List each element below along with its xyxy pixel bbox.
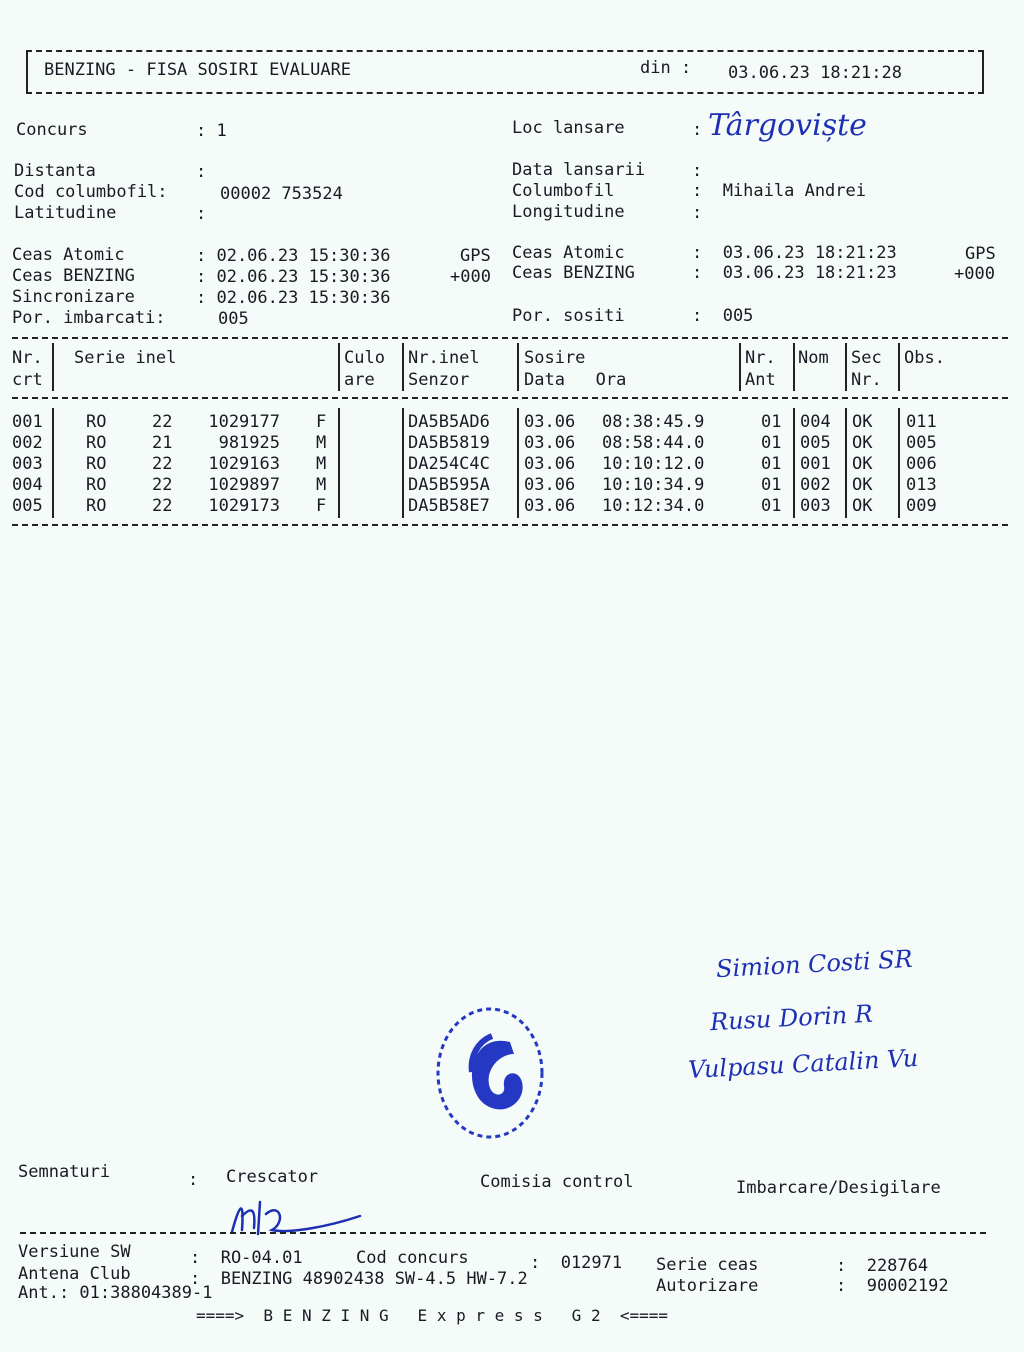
row-senzor: DA5B58E7 <box>408 496 490 516</box>
th-culo-2: are <box>344 370 375 390</box>
row-nr: 004 <box>12 475 43 495</box>
row-nom: 004 <box>800 412 831 432</box>
handwritten-name-2: Rusu Dorin R <box>709 999 874 1037</box>
loc-lansare-colon: : <box>692 120 703 140</box>
serie-ceas-value: : 228764 <box>836 1256 929 1276</box>
th-sosire-2: Data Ora <box>524 370 627 390</box>
table-top-rule <box>12 337 1008 339</box>
row-date: 03.06 <box>524 475 576 495</box>
footer-rule <box>20 1232 986 1234</box>
col-sep <box>739 343 741 391</box>
th-serie: Serie inel <box>74 348 177 368</box>
row-date: 03.06 <box>524 454 576 474</box>
antena-club-label: Antena Club <box>18 1264 131 1284</box>
row-ring-number: 1029163 <box>208 454 280 474</box>
report-datetime: 03.06.23 18:21:28 <box>728 63 902 83</box>
ceas-benzing-start-label: Ceas BENZING <box>12 266 135 286</box>
row-ant: 01 <box>761 412 782 432</box>
row-nom: 003 <box>800 496 831 516</box>
ceas-benzing-start-suffix: +000 <box>450 267 491 287</box>
ceas-atomic-end-label: Ceas Atomic <box>512 243 625 263</box>
autorizare-label: Autorizare <box>656 1276 759 1296</box>
table-row <box>0 412 1024 433</box>
row-year: 21 <box>152 433 173 453</box>
table-row <box>0 433 1024 454</box>
table-row <box>0 454 1024 475</box>
row-year: 22 <box>152 412 173 432</box>
crescator-label: Crescator <box>226 1167 319 1187</box>
latitudine-label: Latitudine <box>14 203 117 223</box>
col-sep <box>517 343 519 391</box>
col-sep <box>402 343 404 391</box>
row-sec: OK <box>852 412 873 432</box>
longitudine-label: Longitudine <box>512 202 625 222</box>
semnaturi-label: Semnaturi <box>18 1162 111 1182</box>
row-ring-number: 1029177 <box>208 412 280 432</box>
row-sex: F <box>316 496 327 516</box>
ceas-benzing-start-value: : 02.06.23 15:30:36 <box>196 267 391 287</box>
ceas-benzing-end-suffix: +000 <box>954 264 995 284</box>
row-time: 10:10:34.9 <box>602 475 705 495</box>
latitudine-value: : <box>196 204 207 224</box>
club-stamp-icon <box>432 1002 548 1144</box>
row-ring-number: 1029173 <box>208 496 280 516</box>
row-ant: 01 <box>761 454 782 474</box>
row-sex: M <box>316 475 327 495</box>
comisia-control-label: Comisia control <box>480 1172 634 1192</box>
row-sec: OK <box>852 475 873 495</box>
report-title: BENZING - FISA SOSIRI EVALUARE <box>44 60 352 80</box>
col-sep <box>338 343 340 391</box>
table-bottom-rule <box>12 524 1008 526</box>
col-sep <box>898 343 900 391</box>
por-imbarcati-label: Por. imbarcati: <box>12 308 166 328</box>
row-nr: 001 <box>12 412 43 432</box>
sincronizare-label: Sincronizare <box>12 287 135 307</box>
col-sep <box>845 343 847 391</box>
por-imbarcati-value: 005 <box>218 309 249 329</box>
cod-concurs-label: Cod concurs <box>356 1248 469 1268</box>
versiune-sw-value: : RO-04.01 <box>190 1248 303 1268</box>
row-time: 08:58:44.0 <box>602 433 705 453</box>
ceas-atomic-end-suffix: GPS <box>965 244 996 264</box>
ceas-atomic-end-value: : 03.06.23 18:21:23 <box>692 243 897 263</box>
distanta-label: Distanta <box>14 161 96 181</box>
row-sex: F <box>316 412 327 432</box>
row-country: RO <box>86 454 107 474</box>
row-date: 03.06 <box>524 412 576 432</box>
columbofil-value: : Mihaila Andrei <box>692 181 866 201</box>
th-obs: Obs. <box>904 348 945 368</box>
loc-lansare-label: Loc lansare <box>512 118 625 138</box>
antenna-id: Ant.: 01:38804389-1 <box>18 1283 213 1303</box>
row-sex: M <box>316 433 327 453</box>
serie-ceas-label: Serie ceas <box>656 1255 759 1275</box>
handwritten-name-3: Vulpasu Catalin Vu <box>687 1043 919 1085</box>
row-obs: 013 <box>906 475 937 495</box>
th-inel-1: Nr.inel <box>408 348 480 368</box>
row-date: 03.06 <box>524 496 576 516</box>
row-year: 22 <box>152 475 173 495</box>
row-obs: 009 <box>906 496 937 516</box>
row-nom: 005 <box>800 433 831 453</box>
columbofil-label: Columbofil <box>512 181 615 201</box>
cod-columbofil-value: 00002 753524 <box>220 184 343 204</box>
din-label: din : <box>640 58 692 78</box>
row-sec: OK <box>852 433 873 453</box>
row-country: RO <box>86 433 107 453</box>
crescator-signature-icon <box>220 1192 370 1242</box>
row-ring-number: 981925 <box>218 433 280 453</box>
por-sositi-label: Por. sositi <box>512 306 625 326</box>
row-nr: 005 <box>12 496 43 516</box>
row-date: 03.06 <box>524 433 576 453</box>
th-nom: Nom <box>798 348 829 368</box>
row-ant: 01 <box>761 496 782 516</box>
table-header-rule <box>12 397 1008 399</box>
th-inel-2: Senzor <box>408 370 470 390</box>
ceas-benzing-end-value: : 03.06.23 18:21:23 <box>692 263 897 283</box>
row-time: 10:12:34.0 <box>602 496 705 516</box>
por-sositi-value: : 005 <box>692 306 754 326</box>
data-lansarii-value: : <box>692 161 703 181</box>
row-nr: 002 <box>12 433 43 453</box>
cod-concurs-value: : 012971 <box>530 1253 623 1273</box>
distanta-value: : <box>196 162 207 182</box>
th-sec-1: Sec <box>851 348 882 368</box>
row-senzor: DA254C4C <box>408 454 490 474</box>
th-ant-1: Nr. <box>745 348 776 368</box>
longitudine-value: : <box>692 203 703 223</box>
col-sep <box>52 343 54 391</box>
row-country: RO <box>86 475 107 495</box>
row-senzor: DA5B5AD6 <box>408 412 490 432</box>
row-sex: M <box>316 454 327 474</box>
row-obs: 006 <box>906 454 937 474</box>
row-year: 22 <box>152 496 173 516</box>
th-nr-1: Nr. <box>12 348 43 368</box>
semnaturi-colon: : <box>188 1170 199 1190</box>
ceas-benzing-end-label: Ceas BENZING <box>512 263 635 283</box>
row-sec: OK <box>852 496 873 516</box>
th-ant-2: Ant <box>745 370 776 390</box>
concurs-value: : 1 <box>196 121 227 141</box>
th-culo-1: Culo <box>344 348 385 368</box>
cod-columbofil-label: Cod columbofil: <box>14 182 168 202</box>
ceas-atomic-start-suffix: GPS <box>460 246 491 266</box>
row-nom: 001 <box>800 454 831 474</box>
row-country: RO <box>86 412 107 432</box>
row-ant: 01 <box>761 433 782 453</box>
row-senzor: DA5B595A <box>408 475 490 495</box>
versiune-sw-label: Versiune SW <box>18 1242 131 1262</box>
table-row <box>0 475 1024 496</box>
row-ring-number: 1029897 <box>208 475 280 495</box>
row-country: RO <box>86 496 107 516</box>
autorizare-value: : 90002192 <box>836 1276 949 1296</box>
row-time: 10:10:12.0 <box>602 454 705 474</box>
ceas-atomic-start-value: : 02.06.23 15:30:36 <box>196 246 391 266</box>
table-row <box>0 496 1024 517</box>
antena-club-value: : BENZING 48902438 SW-4.5 HW-7.2 <box>190 1269 528 1289</box>
row-obs: 011 <box>906 412 937 432</box>
th-sosire-1: Sosire <box>524 348 586 368</box>
row-nom: 002 <box>800 475 831 495</box>
imbarcare-label: Imbarcare/Desigilare <box>736 1178 941 1198</box>
row-senzor: DA5B5819 <box>408 433 490 453</box>
col-sep <box>793 343 795 391</box>
row-nr: 003 <box>12 454 43 474</box>
row-ant: 01 <box>761 475 782 495</box>
concurs-label: Concurs <box>16 120 88 140</box>
data-lansarii-label: Data lansarii <box>512 160 646 180</box>
row-time: 08:38:45.9 <box>602 412 705 432</box>
th-sec-2: Nr. <box>851 370 882 390</box>
row-year: 22 <box>152 454 173 474</box>
th-nr-2: crt <box>12 370 43 390</box>
ceas-atomic-start-label: Ceas Atomic <box>12 245 125 265</box>
row-sec: OK <box>852 454 873 474</box>
sincronizare-value: : 02.06.23 15:30:36 <box>196 288 391 308</box>
benzing-banner: ====> B E N Z I N G E x p r e s s G 2 <==== <box>196 1306 669 1325</box>
handwritten-name-1: Simion Costi SR <box>715 944 914 984</box>
row-obs: 005 <box>906 433 937 453</box>
loc-lansare-handwritten: Târgoviște <box>708 108 867 143</box>
